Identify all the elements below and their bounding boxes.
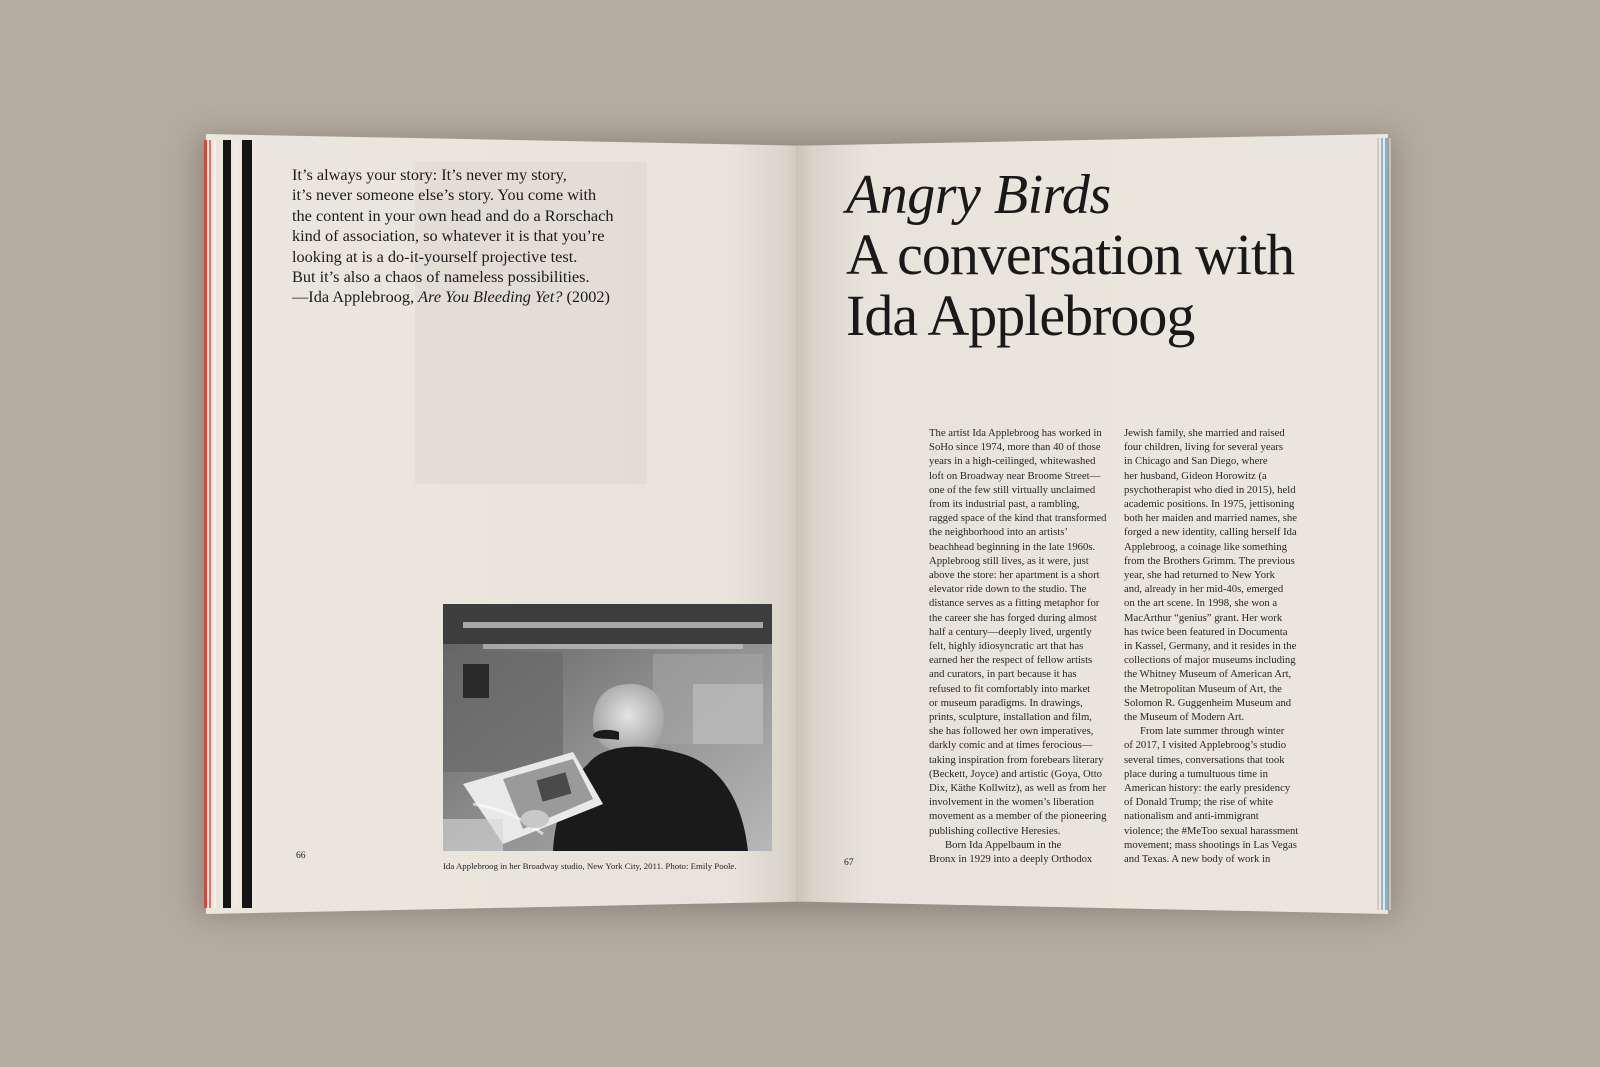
title-italic: Angry Birds bbox=[846, 164, 1111, 226]
body-text-line: loft on Broadway near Broome Street— bbox=[929, 469, 1101, 482]
body-column-2 bbox=[1124, 426, 1298, 866]
title-line: A conversation with bbox=[846, 222, 1295, 287]
body-text-line: ragged space of the kind that transformed bbox=[929, 512, 1107, 525]
body-text-line: half a century—deeply lived, urgently bbox=[929, 625, 1092, 638]
body-text-line: above the store: her apartment is a short bbox=[929, 569, 1100, 582]
body-text-line: refused to fit comfortably into market bbox=[929, 682, 1091, 695]
body-text-line: psychotherapist who died in 2015), held bbox=[1124, 483, 1296, 496]
page-number-left: 66 bbox=[296, 850, 306, 861]
quote-line: kind of association, so whatever it is that you’re bbox=[292, 226, 605, 246]
body-text-line: SoHo since 1974, more than 40 of those bbox=[929, 441, 1101, 454]
body-text-line: the Museum of Modern Art. bbox=[1124, 711, 1245, 724]
body-text-line: Dix, Käthe Kollwitz), as well as from her bbox=[929, 782, 1107, 795]
body-text-line: publishing collective Heresies. bbox=[929, 824, 1061, 837]
quote-attribution bbox=[292, 287, 652, 307]
body-text-line: darkly comic and at times ferocious— bbox=[929, 739, 1093, 752]
body-text-line: the Whitney Museum of American Art, bbox=[1124, 668, 1292, 681]
body-text-line: both her maiden and married names, she bbox=[1124, 512, 1298, 525]
edge-stripe-red bbox=[209, 140, 211, 908]
article-title bbox=[846, 166, 1386, 346]
body-text-line: from the Brothers Grimm. The previous bbox=[1124, 554, 1295, 567]
attribution-work-title: Are You Bleeding Yet? bbox=[418, 287, 563, 307]
quote-line: looking at is a do-it-yourself projective test. bbox=[292, 246, 578, 266]
body-text-line: in Kassel, Germany, and it resides in the bbox=[1124, 640, 1297, 653]
body-text-line: the neighborhood into an artists’ bbox=[929, 526, 1068, 539]
body-text-line: earned her the respect of fellow artists bbox=[929, 654, 1093, 667]
edge-stripe-white bbox=[233, 140, 240, 908]
attribution-year: (2002) bbox=[562, 287, 610, 307]
body-text-line: academic positions. In 1975, jettisoning bbox=[1124, 498, 1295, 511]
body-text-line: (Beckett, Joyce) and artistic (Goya, Otto bbox=[929, 767, 1103, 780]
body-text-line: American history: the early presidency bbox=[1124, 782, 1291, 795]
quote-line: it’s never someone else’s story. You come with bbox=[292, 185, 597, 205]
edge-paper bbox=[1389, 138, 1391, 910]
body-text-line: or museum paradigms. In drawings, bbox=[929, 696, 1083, 709]
attribution-prefix: —Ida Applebroog, bbox=[292, 287, 419, 307]
body-text-line: Applebroog still lives, as it were, just bbox=[929, 554, 1089, 567]
studio-photo-illustration bbox=[443, 604, 772, 851]
body-text-line: violence; the #MeToo sexual harassment bbox=[1124, 824, 1299, 837]
body-text-line: her husband, Gideon Horowitz (a bbox=[1124, 469, 1267, 482]
body-text-line: several times, conversations that took bbox=[1124, 753, 1285, 766]
body-text-line: Jewish family, she married and raised bbox=[1124, 427, 1285, 439]
body-text-line: Born Ida Appelbaum in the bbox=[945, 838, 1062, 851]
body-text-line: she has followed her own imperatives, bbox=[929, 725, 1094, 738]
body-text-line: collections of major museums including bbox=[1124, 654, 1296, 667]
body-text-line: in Chicago and San Diego, where bbox=[1124, 455, 1268, 468]
body-text-line: nationalism and anti-immigrant bbox=[1124, 810, 1259, 823]
edge-stripe-black bbox=[242, 140, 252, 908]
body-text-line: movement as a member of the pioneering bbox=[929, 810, 1107, 823]
quote-line: It’s always your story: It’s never my story, bbox=[292, 165, 567, 184]
body-text-line: of Donald Trump; the rise of white bbox=[1124, 796, 1274, 809]
body-text-line: felt, highly idiosyncratic art that has bbox=[929, 640, 1084, 653]
body-text-line: Bronx in 1929 into a deeply Orthodox bbox=[929, 853, 1093, 866]
epigraph-quote bbox=[292, 165, 652, 308]
left-page-edge-stripes bbox=[202, 140, 266, 908]
body-text-line: Applebroog, a coinage like something bbox=[1124, 540, 1287, 553]
body-text-line: one of the few still virtually unclaimed bbox=[929, 483, 1096, 496]
page-number-right: 67 bbox=[844, 857, 854, 868]
body-text-line: From late summer through winter bbox=[1140, 725, 1285, 738]
studio-photo bbox=[443, 604, 772, 851]
title-line: Ida Applebroog bbox=[846, 283, 1195, 348]
body-text-line: forged a new identity, calling herself Ida bbox=[1124, 526, 1297, 539]
body-text-line: and curators, in part because it has bbox=[929, 668, 1077, 681]
body-text-line: prints, sculpture, installation and film, bbox=[929, 711, 1092, 724]
body-text-line: year, she had returned to New York bbox=[1124, 569, 1275, 582]
body-text-line: Solomon R. Guggenheim Museum and bbox=[1124, 696, 1292, 709]
body-text-line: has twice been featured in Documenta bbox=[1124, 625, 1288, 638]
body-text-line: MacArthur “genius” grant. Her work bbox=[1124, 611, 1283, 624]
photo-caption: Ida Applebroog in her Broadway studio, New York City, 2011. Photo: Emily Poole. bbox=[443, 861, 737, 871]
body-text-line: movement; mass shootings in Las Vegas bbox=[1124, 838, 1297, 851]
body-column-1 bbox=[929, 426, 1106, 866]
body-text-line: from its industrial past, a rambling, bbox=[929, 498, 1080, 511]
body-text-line: on the art scene. In 1998, she won a bbox=[1124, 597, 1278, 610]
body-text-line: and, already in her mid-40s, emerged bbox=[1124, 583, 1284, 596]
body-text-line: four children, living for several years bbox=[1124, 441, 1284, 454]
body-text-line: beachhead beginning in the late 1960s. bbox=[929, 540, 1096, 553]
body-text-line: distance serves as a fitting metaphor for bbox=[929, 597, 1100, 610]
body-text-line: The artist Ida Applebroog has worked in bbox=[929, 427, 1102, 439]
edge-stripe-white bbox=[214, 140, 216, 908]
edge-stripe-black bbox=[223, 140, 231, 908]
body-text-line: of 2017, I visited Applebroog’s studio bbox=[1124, 739, 1287, 752]
body-text-line: the career she has forged during almost bbox=[929, 611, 1097, 624]
body-text-line: years in a high-ceilinged, whitewashed bbox=[929, 455, 1096, 468]
body-text-line: the Metropolitan Museum of Art, the bbox=[1124, 682, 1282, 695]
body-text-line: taking inspiration from forebears literary bbox=[929, 753, 1104, 766]
body-text-line: and Texas. A new body of work in bbox=[1124, 853, 1271, 866]
body-text-line: elevator ride down to the studio. The bbox=[929, 583, 1087, 596]
edge-stripe-red bbox=[204, 140, 207, 908]
body-text-line: place during a tumultuous time in bbox=[1124, 767, 1268, 780]
quote-line: the content in your own head and do a Rorschach bbox=[292, 205, 614, 225]
body-text-line: involvement in the women’s liberation bbox=[929, 796, 1095, 809]
quote-line: But it’s also a chaos of nameless possibilities. bbox=[292, 267, 590, 287]
